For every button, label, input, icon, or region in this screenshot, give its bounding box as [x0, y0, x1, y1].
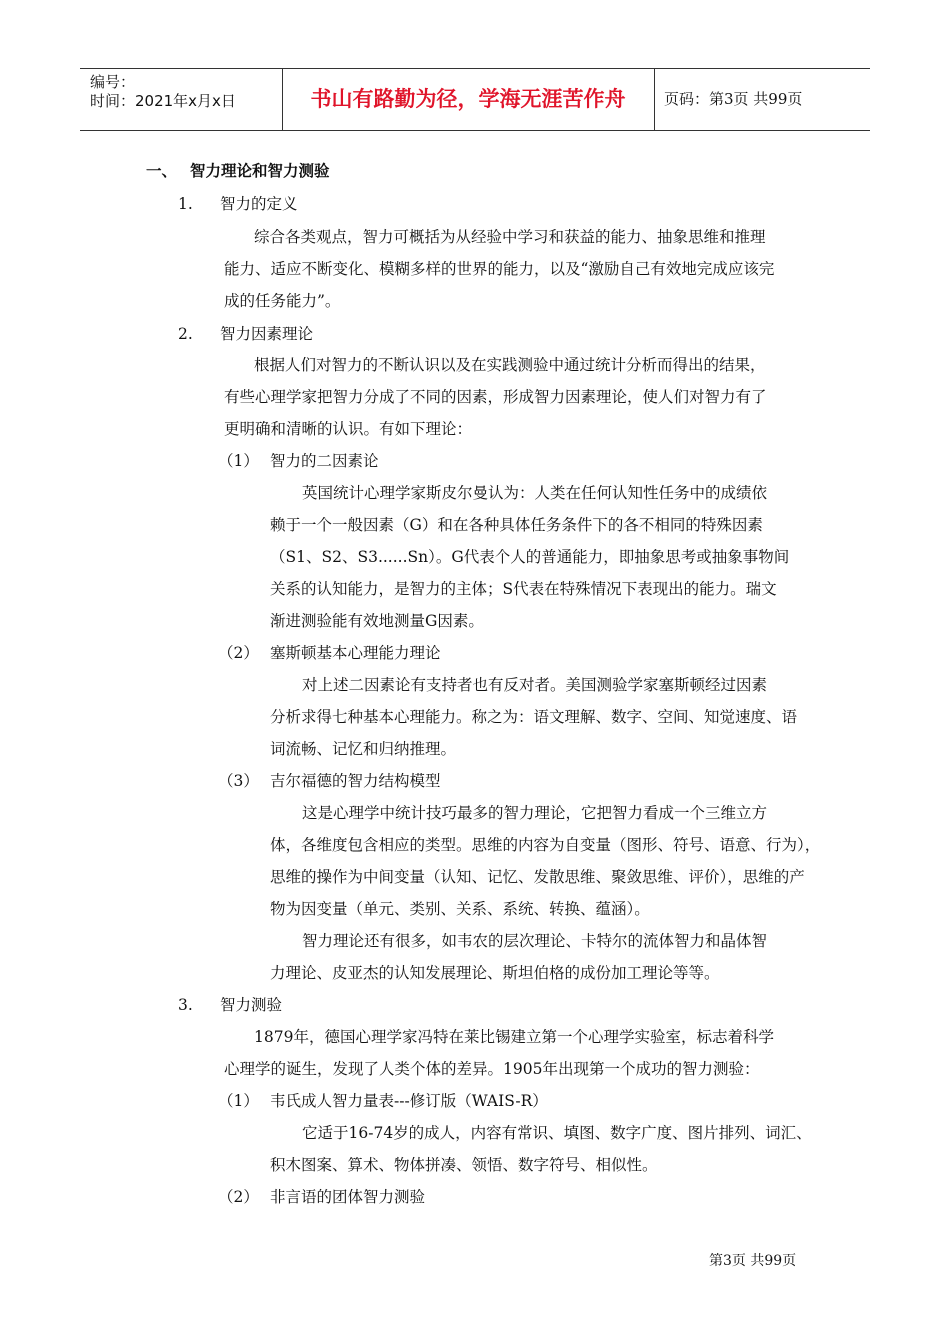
- paragraph-line: 关系的认知能力，是智力的主体；S代表在特殊情况下表现出的能力。瑞文: [270, 580, 777, 598]
- item-number: （2）: [218, 644, 259, 662]
- item-number: （1）: [218, 452, 259, 470]
- paragraph-line: 对上述二因素论有支持者也有反对者。美国测验学家塞斯顿经过因素: [302, 676, 768, 694]
- section-number: 一、: [146, 162, 178, 180]
- paragraph-line: 渐进测验能有效地测量G因素。: [270, 612, 484, 630]
- subsection-title: 智力的定义: [220, 195, 298, 213]
- header-divider: [654, 69, 655, 130]
- paragraph-line: 智力理论还有很多，如韦农的层次理论、卡特尔的流体智力和晶体智: [302, 932, 768, 950]
- item-number: （1）: [218, 1092, 259, 1110]
- paragraph-line: 能力、适应不断变化、模糊多样的世界的能力，以及“激励自己有效地完成应该完: [224, 260, 775, 278]
- paragraph-line: （S1、S2、S3......Sn）。G代表个人的普通能力，即抽象思考或抽象事物间: [270, 548, 790, 566]
- paragraph-line: 综合各类观点，智力可概括为从经验中学习和获益的能力、抽象思维和推理: [254, 228, 766, 246]
- paragraph-line: 英国统计心理学家斯皮尔曼认为：人类在任何认知性任务中的成绩依: [302, 484, 768, 502]
- paragraph-line: 力理论、皮亚杰的认知发展理论、斯坦伯格的成份加工理论等等。: [270, 964, 720, 982]
- paragraph-line: 积木图案、算术、物体拼凑、领悟、数字符号、相似性。: [270, 1156, 658, 1174]
- paragraph-line: 它适于16-74岁的成人，内容有常识、填图、数字广度、图片排列、词汇、: [302, 1124, 812, 1142]
- header-meta: [90, 73, 236, 111]
- item-number: （2）: [218, 1188, 259, 1206]
- footer-page-info: 第3页 共99页: [709, 1253, 797, 1269]
- paragraph-line: 物为因变量（单元、类别、关系、系统、转换、蕴涵）。: [270, 900, 650, 918]
- header-page-info: 页码：第3页 共99页: [664, 90, 803, 108]
- paragraph-line: 1879年，德国心理学家冯特在莱比锡建立第一个心理学实验室，标志着科学: [254, 1028, 774, 1046]
- header-motto: 书山有路勤为径，学海无涯苦作舟: [310, 87, 626, 111]
- paragraph-line: 这是心理学中统计技巧最多的智力理论，它把智力看成一个三维立方: [302, 804, 768, 822]
- item-number: （3）: [218, 772, 259, 790]
- paragraph-line: 心理学的诞生，发现了人类个体的差异。1905年出现第一个成功的智力测验：: [224, 1060, 760, 1078]
- paragraph-line: 成的任务能力”。: [224, 292, 341, 310]
- paragraph-line: 词流畅、记忆和归纳推理。: [270, 740, 457, 758]
- subsection-number: 1.: [178, 195, 193, 213]
- paragraph-line: 分析求得七种基本心理能力。称之为：语文理解、数字、空间、知觉速度、语: [270, 708, 798, 726]
- serial-label: 编号：: [90, 73, 136, 91]
- paragraph-line: 体，各维度包含相应的类型。思维的内容为自变量（图形、符号、语意、行为），: [270, 836, 821, 854]
- paragraph-line: 根据人们对智力的不断认识以及在实践测验中通过统计分析而得出的结果，: [254, 356, 766, 374]
- item-title: 非言语的团体智力测验: [270, 1188, 426, 1206]
- subsection-number: 3.: [178, 996, 193, 1014]
- paragraph-line: 赖于一个一般因素（G）和在各种具体任务条件下的各不相同的特殊因素: [270, 516, 763, 534]
- subsection-title: 智力因素理论: [220, 325, 314, 343]
- section-title: 智力理论和智力测验: [190, 162, 330, 180]
- document-header: [80, 68, 870, 131]
- item-title: 韦氏成人智力量表---修订版（WAIS-R）: [270, 1092, 548, 1110]
- subsection-title: 智力测验: [220, 996, 283, 1014]
- time-label: 时间：2021年x月x日: [90, 92, 236, 110]
- paragraph-line: 更明确和清晰的认识。有如下理论：: [224, 420, 473, 438]
- item-title: 智力的二因素论: [270, 452, 379, 470]
- subsection-number: 2.: [178, 325, 193, 343]
- item-title: 塞斯顿基本心理能力理论: [270, 644, 441, 662]
- item-title: 吉尔福德的智力结构模型: [270, 772, 441, 790]
- paragraph-line: 有些心理学家把智力分成了不同的因素，形成智力因素理论，使人们对智力有了: [224, 388, 767, 406]
- paragraph-line: 思维的操作为中间变量（认知、记忆、发散思维、聚敛思维、评价），思维的产: [270, 868, 805, 886]
